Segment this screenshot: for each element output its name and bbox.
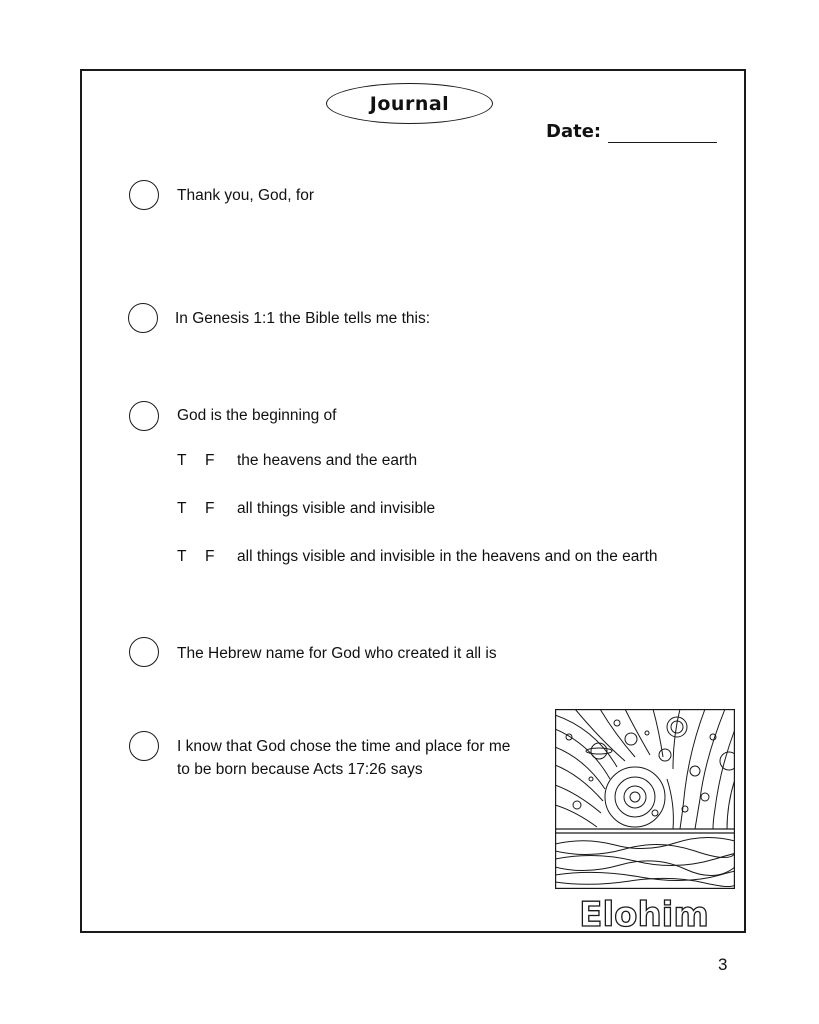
question-5-line-2: to be born because Acts 17:26 says bbox=[177, 761, 423, 778]
question-4-circle[interactable] bbox=[129, 637, 159, 667]
cosmos-illustration-icon bbox=[555, 709, 735, 889]
question-2-text: In Genesis 1:1 the Bible tells me this: bbox=[175, 310, 431, 327]
page-title: Journal bbox=[369, 92, 450, 115]
true-false-row bbox=[0, 548, 819, 568]
false-option[interactable]: F bbox=[205, 500, 215, 517]
question-5-text bbox=[177, 735, 510, 781]
question-5-line-1: I know that God chose the time and place for me bbox=[177, 738, 511, 755]
false-option[interactable]: F bbox=[205, 548, 215, 565]
true-option[interactable]: T bbox=[177, 452, 187, 469]
page-number: 3 bbox=[718, 955, 728, 974]
elohim-caption bbox=[568, 893, 720, 933]
date-blank-line[interactable] bbox=[608, 142, 717, 143]
false-option[interactable]: F bbox=[205, 452, 215, 469]
date-label: Date: bbox=[546, 121, 602, 142]
question-4-text: The Hebrew name for God who created it all is bbox=[177, 645, 497, 662]
true-false-row bbox=[0, 452, 819, 472]
question-1-text: Thank you, God, for bbox=[177, 187, 314, 204]
true-false-statement: all things visible and invisible in the heavens and on the earth bbox=[237, 548, 658, 565]
question-1-circle[interactable] bbox=[129, 180, 159, 210]
question-5-circle[interactable] bbox=[129, 731, 159, 761]
true-false-statement: all things visible and invisible bbox=[237, 500, 436, 517]
true-option[interactable]: T bbox=[177, 548, 187, 565]
true-option[interactable]: T bbox=[177, 500, 187, 517]
question-3-circle[interactable] bbox=[129, 401, 159, 431]
journal-title-oval bbox=[326, 83, 493, 124]
svg-text:Elohim: Elohim bbox=[579, 895, 709, 933]
true-false-row bbox=[0, 500, 819, 520]
question-3-text: God is the beginning of bbox=[177, 407, 337, 424]
question-2-circle[interactable] bbox=[128, 303, 158, 333]
true-false-statement: the heavens and the earth bbox=[237, 452, 418, 469]
